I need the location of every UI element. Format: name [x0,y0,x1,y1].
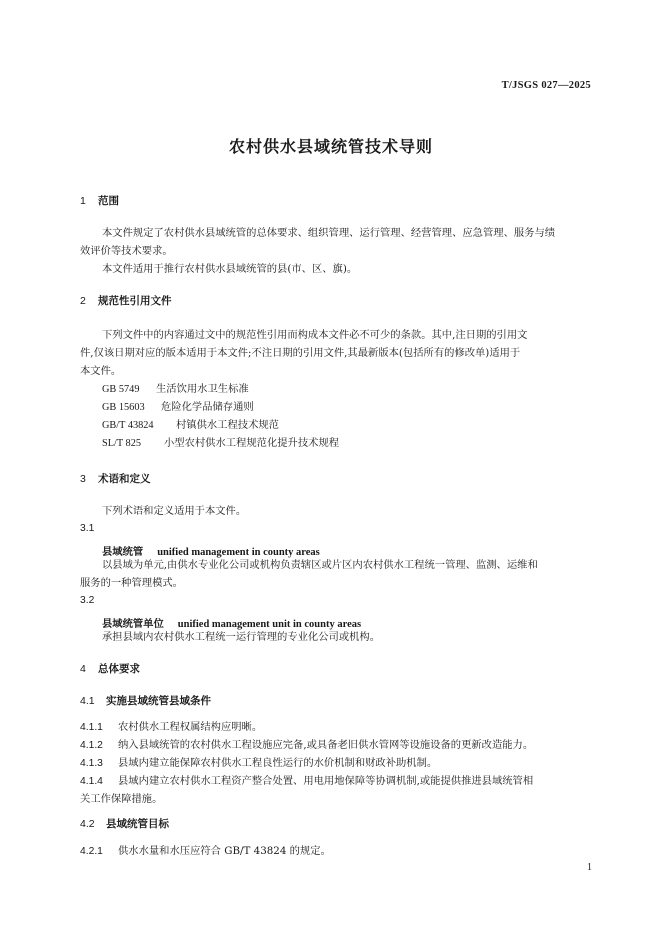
section-number: 2 [80,295,86,307]
term-definition: 以县域为单元,由供水专业化公司或机构负责辖区或片区内农村供水工程统一管理、监测、运维和 [102,559,538,571]
section-1-heading [80,193,119,208]
paragraph-continuation: 效评价等技术要求。 [80,245,173,257]
clause-continuation: 关工作保障措施。 [80,793,163,805]
section-title: 范围 [98,195,119,207]
clause [80,772,533,791]
normative-reference [102,416,279,435]
clause-number: 4.1.4 [80,776,103,787]
section-4-heading [80,661,140,676]
section-title: 规范性引用文件 [98,295,172,307]
clause-text: 县域内建立农村供水工程资产整合处置、用电用地保障等协调机制,或能提供推进县域统管相 [118,775,534,787]
section-2-heading [80,293,172,308]
term-english: unified management unit in county areas [177,619,362,630]
normative-reference [102,380,249,399]
reference-code: SL/T 825 [102,438,142,449]
clause [80,736,533,755]
term-chinese: 县域统管单位 [102,618,164,630]
section-title: 总体要求 [98,663,140,675]
clause [80,718,262,737]
reference-title: 小型农村供水工程规范化提升技术规程 [164,437,340,449]
document-title: 农村供水县域统管技术导则 [228,137,433,156]
clause-number: 4.1.3 [80,758,103,769]
clause-number: 4.1.2 [80,740,103,751]
reference-title: 生活饮用水卫生标准 [156,383,249,395]
term-chinese: 县域统管 [102,546,144,558]
paragraph: 下列文件中的内容通过文中的规范性引用而构成本文件必不可少的条款。其中,注日期的引用文 [102,329,528,341]
section-number: 1 [80,195,86,207]
reference-title: 村镇供水工程技术规范 [176,419,279,431]
term-number: 3.2 [80,595,95,606]
standard-code: T/JSGS 027—2025 [501,80,591,91]
clause-text: 纳入县域统管的农村供水工程设施应完备,或具备老旧供水管网等设施设备的更新改造能力。 [118,739,534,751]
paragraph-continuation: 件,仅该日期对应的版本适用于本文件;不注日期的引用文件,其最新版本(包括所有的修改单)适用于 [80,347,521,359]
section-3-heading [80,471,151,486]
reference-code: GB/T 43824 [102,420,154,431]
subsection-number: 4.1 [80,695,95,707]
section-number: 3 [80,473,86,485]
subsection-heading [80,816,169,831]
section-title: 术语和定义 [98,473,151,485]
clause [80,842,331,861]
subsection-title: 县域统管目标 [106,818,169,830]
paragraph: 下列术语和定义适用于本文件。 [102,505,247,517]
paragraph-continuation: 本文件。 [80,365,122,377]
reference-code: GB 15603 [102,402,145,413]
page-number: 1 [587,862,592,873]
reference-code: GB 5749 [102,384,140,395]
clause-text: 农村供水工程权属结构应明晰。 [118,721,263,733]
paragraph: 本文件适用于推行农村供水县域统管的县(市、区、旗)。 [102,263,358,275]
reference-title: 危险化学品储存通则 [161,401,254,413]
term-definition: 承担县域内农村供水工程统一运行管理的专业化公司或机构。 [102,631,381,643]
normative-reference [102,398,254,417]
clause-number: 4.2.1 [80,846,103,857]
term-definition-continuation: 服务的一种管理模式。 [80,577,183,589]
normative-reference [102,434,339,453]
clause-number: 4.1.1 [80,722,103,733]
subsection-title: 实施县域统管县域条件 [106,695,211,707]
clause [80,754,437,773]
clause-text: 县域内建立能保障农村供水工程良性运行的水价机制和财政补助机制。 [118,757,438,769]
subsection-heading [80,693,211,708]
clause-text: 供水水量和水压应符合 GB/T 43824 的规定。 [118,845,331,857]
paragraph: 本文件规定了农村供水县域统管的总体要求、组织管理、运行管理、经营管理、应急管理、服务与绩 [102,227,556,239]
term-english: unified management in county areas [157,547,320,558]
section-number: 4 [80,663,86,675]
term-number: 3.1 [80,523,95,534]
subsection-number: 4.2 [80,818,95,830]
